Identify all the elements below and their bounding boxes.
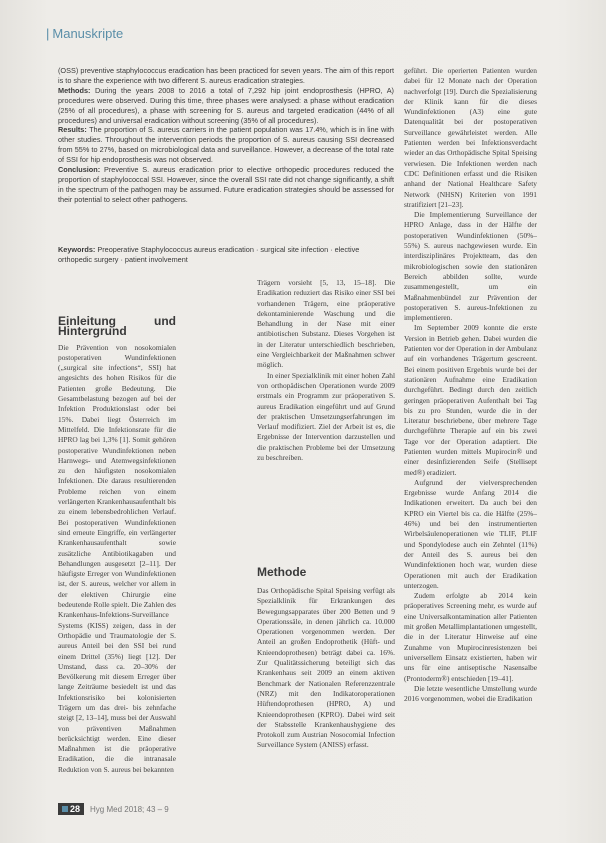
results-label: Results:	[58, 125, 87, 135]
column-2-methods	[257, 586, 395, 751]
methods-text: During the years 2008 to 2016 a total of 7,292 hip joint endoprosthesis (HPRO, A) procedures were observed. During this time, three phases were analysed: a phase without eradication (25% of all procedures), a phase with screening for S. aureus and targeted eradication (44% of all procedures) and universal eradication without screening (35% of all procedures).	[58, 85, 394, 125]
page-number	[58, 803, 84, 815]
abstract	[58, 66, 394, 205]
heading-introduction: Einleitung und Hintergrund	[58, 314, 176, 339]
column-2	[257, 278, 395, 463]
paragraph: Zudem erfolgte ab 2014 kein präoperatives Screening mehr, es wurde auf eine Universalkontamination aller Patienten mit großen Metallimplantationen umgestellt, die in der Literatur Hinweise auf eine Zunahme von Mupirocinresistenzen bei universellem Einsatz existierten, haben wir uns für eine antiseptische Nasensalbe (Prontoderm®) entschieden [19–41].	[404, 591, 537, 683]
abstract-methods	[58, 86, 394, 126]
keywords-text: Preoperative Staphylococcus aureus eradication · surgical site infection · elective orthopedic surgery · patient involvement	[58, 245, 360, 264]
keywords-label: Keywords:	[58, 245, 96, 254]
paragraph: Die letzte wesentliche Umstellung wurde 2016 vorgenommen, wobei die Eradikation	[404, 683, 537, 704]
paragraph: Aufgrund der vielversprechenden Ergebnisse wurde Anfang 2014 die Indikationen erweitert. Da auch bei den KPRO ein Viertel bis ca. die Hälfte (25%–46%) und bei den instrumentierten Wirbelsäulenoperationen wie TLIF, PLIF und Spondylodese auch ein Zehntel (11%) der Anteil des S. aureus bei den Wundinfektionen hoch war, wurden diese Operationen mit auch der Eradikation unterzogen.	[404, 477, 537, 590]
page-footer	[58, 803, 169, 815]
section-label	[46, 26, 123, 41]
methods-label: Methods:	[58, 85, 91, 95]
heading-methods: Methode	[257, 565, 307, 579]
results-text: The proportion of S. aureus carriers in the patient population was 17.4%, which is in line with other studies. Throughout the intervention periods the proportion of S. aureus causing SSI decreased from 55% to 27%, based on microbiological data and surveillance. However, a decrease of the total rate of SSI for hip endoprosthesis was not observed.	[58, 125, 394, 165]
paragraph: Das Orthopädische Spital Speising verfügt als Spezialklinik für Erkrankungen des Bewegungsapparates über 200 Betten und 9 Operationssäle, in denen jährlich ca. 10.000 Operationen vorgenommen werden. Der Anteil an großen Endoprothetik (Hüft- und Knieendoprothesen) beträgt dabei ca. 16%. Zur Qualitätssicherung beteiligt sich das Krankenhaus seit 2009 an einem aktiven Benchmark der Nationalen Referenzzentrale (NRZ) mit den Indikatoroperationen Hüftendoprothesen (HPRO, A) und Knieendoprothesen (KPRO). Dabei wird seit der Stabsstelle Krankenhaushygiene des Protokoll zum Austrian Nosocomial Infection Surveillance System (ANISS) erfasst.	[257, 586, 395, 750]
abstract-results	[58, 125, 394, 165]
paragraph: Die Prävention von nosokomialen postoperativen Wundinfektionen („surgical site infections“, SSI) hat angesichts des hohen Risikos für die Patienten große Bedeutung. Die Gesamtbelastung bezogen auf bei der Infektion Produktionslast oder bei 15%. Dabei liegt Österreich im Mittelfeld. Die Infektionsrate für die HPRO lag bei 1,3% [1]. Somit gehören postoperative Wundinfektionen neben Harnwegs- und Atemwegsinfektionen zu den häufigsten nosokomialen Infektionen. Die daraus resultierenden Probleme reichen von einem verlängerten Krankenhausaufenthalt bis zu einem lebensbedrohlichen Verlauf. Bei postoperativen Wundinfektionen sind erneute Eingriffe, ein verlängerter Krankenhausaufenthalt sowie zusätzliche Antibiotikagaben und Behandlungen ausgesetzt [2–11]. Der häufigste Erreger von Wundinfektionen ist, der S. aureus, welcher vor allem in der elektiven Chirurgie eine bedeutende Rolle spielt. Die Zahlen des Krankenhaus-Infektions-Surveillance Systems (KISS) zeigen, dass in der Orthopädie und Traumatologie der S. aureus Anteil bei den SSI bei rund einem Drittel (35%) liegt [12]. Der Umstand, dass ca. 20–30% der Bevölkerung mit diesem Erreger über lange Zeiträume besiedelt ist und das Infektionsrisiko bei kolonisierten Trägern um das drei- bis zehnfache steigt [2, 13–14], muss bei der Auswahl von präventiven Maßnahmen berücksichtigt werden. Eine dieser Maßnahmen ist die präoperative Eradikation, die die intranasale Reduktion von S. aureus bei bekannten	[58, 342, 176, 774]
keywords	[58, 245, 394, 265]
column-1	[58, 316, 176, 775]
abstract-intro	[58, 66, 394, 86]
page-number-text: 28	[70, 804, 81, 814]
paragraph: Trägern vorsieht [5, 13, 15–18]. Die Eradikation reduziert das Risiko einer SSI bei vorhandenen Trägern, eine präoperative dekontaminierende Waschung und die Behandlung in der Nase mit einer antibiotischen Substanz. Dieses Vorgehen ist in der Literatur unterschiedlich beschrieben, eine Vergleichbarkeit der Maßnahmen schwer möglich.	[257, 278, 395, 370]
journal-citation: Hyg Med 2018; 43 – 9	[90, 804, 169, 814]
page-number-marker	[62, 806, 68, 812]
paragraph: In einer Spezialklinik mit einer hohen Zahl von orthopädischen Operationen wurde 2009 erstmals ein Programm zur präoperativen S. aureus Eradikation eingeführt und auf Grund der praktischen Umsetzungserfahrungen im Verlauf modifiziert. Ziel der Arbeit ist es, die Ergebnisse der Intervention darzustellen und die praktischen Probleme bei der Umsetzung zu beschreiben.	[257, 370, 395, 463]
paragraph: Im September 2009 konnte die erste Version in Betrieb gehen. Dabei wurden die Patienten vor der Operation in der Ambulanz auf ein vorhandenes Trägertum gescreent. Bei einem positiven Ergebnis wurde bei der stationären Aufnahme eine Eradikation durchgeführt. Bedingt durch den zeitlich geringen präoperativen Aufenthalt bei Tag bis zu pro Stunden, wurde die in der Literatur beschriebene, über mehrere Tage durchgeführte Therapie auf ein bis zwei Tage vor der Operation adaptiert. Die Patienten wurden mittels Mupirocin® und einer desinfizierenden Seife (Stellisept med®) eradiziert.	[404, 323, 537, 477]
section-title: Manuskripte	[52, 26, 124, 41]
section-bar: |	[46, 26, 50, 41]
conclusion-label: Conclusion:	[58, 165, 101, 175]
column-3	[404, 66, 537, 704]
paragraph: Die Implementierung Surveillance der HPRO Anlage, dass in der Hälfte der postoperativen Wundinfektionen (50%–55%) S. aureus nachgewiesen wurde. Ein interdisziplinäres Projektteam, das den mikrobiologischen sowie den stationären Bereich abbilden sollte, wurde zusammengestellt, um ein Maßnahmenbündel zur Prävention der postoperativen S. aureus-Infektionen zu implementieren.	[404, 210, 537, 323]
abstract-conclusion	[58, 165, 394, 205]
paragraph: geführt. Die operierten Patienten wurden dabei für 12 Monate nach der Operation nachverfolgt [19]. Durch die Spezialisierung der Klinik kann für die dieses Wundinfektionen (A3) eine gute Datenqualität bei der postoperativen Surveillance gewährleistet werden. Alle Patienten werden bei Infektionsverdacht wieder an das Orthopädische Spital Speising verwiesen. Die Infektionen werden nach CDC Definitionen erfasst und die Risiken anhand der National Healthcare Safety Network (NHSN) Kriterien von 1991 stratifiziert [21–23].	[404, 66, 537, 209]
abstract-intro-text: (OSS) preventive staphylococcus eradication has been practiced for seven years. The aim of this report is to share the experience with two different S. aureus eradication strategies.	[58, 66, 394, 85]
conclusion-text: Preventive S. aureus eradication prior to elective orthopedic procedures reduced the proportion of staphylococcal SSI. However, since the overall SSI rate did not change significantly, a shift in the spectrum of the pathogen may be assumed. Future eradication strategies should be assessed for their potential to select other pathogens.	[58, 165, 394, 204]
